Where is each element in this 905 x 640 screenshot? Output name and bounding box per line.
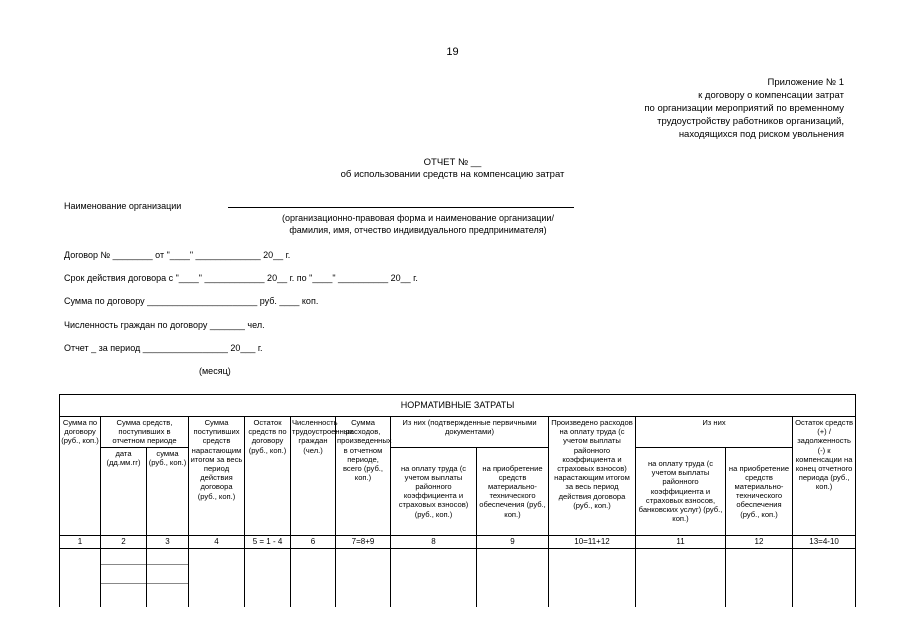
table-cell[interactable]	[60, 548, 101, 607]
header-contract-sum: Сумма по договору (руб., коп.)	[60, 417, 101, 536]
appendix-line: по организации мероприятий по временному	[644, 103, 844, 114]
header-employed-count: Численность трудоустроенных граждан (чел.)	[291, 417, 336, 536]
header-wages-bank: на оплату труда (с учетом выплаты районного коэффициента и страховых взносов, банковских услуг) (руб., коп.)	[636, 447, 726, 535]
headcount-field[interactable]: Численность граждан по договору _______ чел.	[64, 320, 265, 330]
header-contract-balance: Остаток средств по договору (руб., коп.)	[245, 417, 291, 536]
table-title: НОРМАТИВНЫЕ ЗАТРАТЫ	[60, 395, 856, 417]
contract-sum-field[interactable]: Сумма по договору ______________________ руб. ____ коп.	[64, 296, 319, 306]
header-balance-debt: Остаток средств (+) / задолженность (-) к компенсации на конец отчетного периода (руб., коп.)	[793, 417, 856, 536]
table-cell[interactable]	[477, 548, 549, 607]
report-title: ОТЧЕТ № __	[423, 157, 482, 168]
table-cell[interactable]	[636, 548, 726, 607]
org-hint-line: фамилия, имя, отчество индивидуального предпринимателя)	[289, 225, 547, 235]
table-cell[interactable]	[147, 548, 189, 607]
contract-field[interactable]: Договор № ________ от "____" _____________ 20__ г.	[64, 250, 291, 260]
column-number: 12	[726, 535, 793, 548]
column-number: 7=8+9	[336, 535, 391, 548]
page-number: 19	[446, 46, 459, 58]
month-hint: (месяц)	[199, 366, 231, 376]
org-name-hint	[228, 212, 608, 236]
column-number: 9	[477, 535, 549, 548]
table-cell[interactable]	[101, 548, 147, 607]
header-equipment-2: на приобретение средств материально-технического обеспечения (руб., коп.)	[726, 447, 793, 535]
contract-term-field[interactable]: Срок действия договора с "____" ____________ 20__ г. по "____" __________ 20__ г.	[64, 273, 418, 283]
table-cell[interactable]	[291, 548, 336, 607]
header-period-expenses: Сумма расходов, произведенных в отчетном периоде, всего (руб., коп.)	[336, 417, 391, 536]
report-heading	[0, 157, 905, 181]
appendix-line: к договору о компенсации затрат	[698, 90, 844, 101]
header-received-cumulative: Сумма поступивших средств нарастающим итогом за весь период действия договора (руб., коп.)	[189, 417, 245, 536]
report-subtitle: об использовании средств на компенсацию затрат	[340, 169, 565, 180]
header-of-which: Из них	[636, 417, 793, 448]
column-number: 5 = 1 - 4	[245, 535, 291, 548]
table-cell[interactable]	[391, 548, 477, 607]
appendix-line: находящихся под риском увольнения	[678, 129, 844, 140]
header-equipment: на приобретение средств материально-технического обеспечения (руб., коп.)	[477, 447, 549, 535]
table-cell[interactable]	[336, 548, 391, 607]
appendix-line: Приложение № 1	[767, 77, 844, 88]
column-number: 1	[60, 535, 101, 548]
org-name-line[interactable]	[228, 207, 574, 208]
column-number: 11	[636, 535, 726, 548]
table-cell[interactable]	[726, 548, 793, 607]
appendix-block	[524, 76, 844, 141]
column-number: 4	[189, 535, 245, 548]
appendix-line: трудоустройству работников организаций,	[657, 116, 844, 127]
table-cell[interactable]	[793, 548, 856, 607]
org-name-label: Наименование организации	[64, 201, 182, 211]
column-number: 3	[147, 535, 189, 548]
header-amount: сумма (руб., коп.)	[147, 447, 189, 535]
header-confirmed-expenses: Из них (подтвержденные первичными документами)	[391, 417, 549, 448]
org-hint-line: (организационно-правовая форма и наименование организации/	[282, 213, 554, 223]
header-date: дата (дд.мм.гг)	[101, 447, 147, 535]
table-cell[interactable]	[189, 548, 245, 607]
normative-costs-table	[59, 394, 856, 607]
header-wage-expenses-cumulative: Произведено расходов на оплату труда (с учетом выплаты районного коэффициента и страховых взносов) нарастающим итогом за весь период действия договора (руб., коп.)	[549, 417, 636, 536]
table-cell[interactable]	[549, 548, 636, 607]
column-number: 8	[391, 535, 477, 548]
header-received-funds: Сумма средств, поступивших в отчетном периоде	[101, 417, 189, 448]
column-number: 6	[291, 535, 336, 548]
column-number: 13=4-10	[793, 535, 856, 548]
column-number: 2	[101, 535, 147, 548]
report-period-field[interactable]: Отчет _ за период _________________ 20___ г.	[64, 343, 263, 353]
table-cell[interactable]	[245, 548, 291, 607]
header-wages: на оплату труда (с учетом выплаты районного коэффициента и страховых взносов) (руб., коп.)	[391, 447, 477, 535]
column-number: 10=11+12	[549, 535, 636, 548]
